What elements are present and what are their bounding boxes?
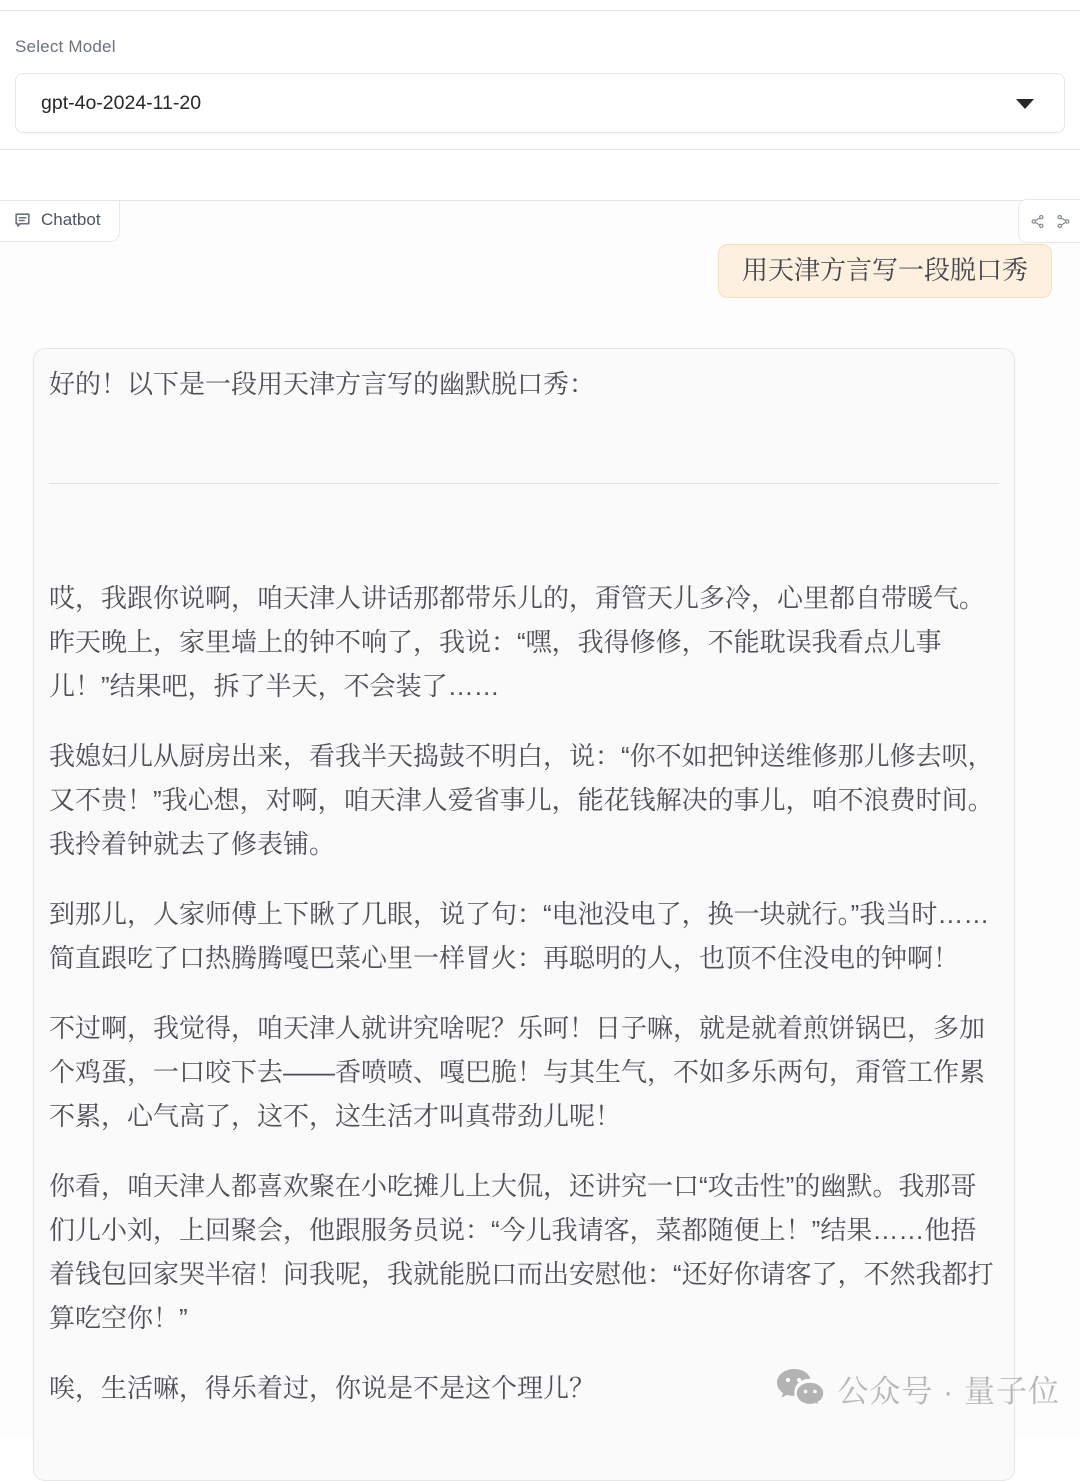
message-list [0,201,1080,1481]
model-dropdown-value: gpt-4o-2024-11-20 [41,91,202,114]
chatbot-panel-label [0,201,120,242]
model-selector-section [0,11,1080,133]
model-dropdown[interactable] [15,73,1065,133]
chat-toolbar [1018,199,1080,243]
share-nodes-icon [1056,217,1071,232]
chevron-down-icon [1016,99,1034,109]
assistant-intro: 好的！以下是一段用天津方言写的幽默脱口秀： [49,369,596,399]
share-nodes-icon [1030,217,1045,232]
user-message-text: 用天津方言写一段脱口秀 [741,255,1028,285]
assistant-paragraph: 到那儿，人家师傅上下瞅了几眼，说了句：“电池没电了，换一块就行。”我当时……简直跟吃了口热腾腾嘎巴菜心里一样冒火：再聪明的人，也顶不住没电的钟啊！ [49,899,990,973]
assistant-paragraph: 不过啊，我觉得，咱天津人就讲究啥呢？乐呵！日子嘛，就是就着煎饼锅巴，多加个鸡蛋，一口咬下去——香喷喷、嘎巴脆！与其生气，不如多乐两句，甭管工作累不累，心气高了，这不，这生活才叫真带劲儿呢！ [49,1013,986,1131]
assistant-paragraph: 唉，生活嘛，得乐着过，你说是不是这个理儿？ [49,1373,596,1403]
chatbot-panel-label-text: Chatbot [41,210,101,229]
assistant-paragraph: 我媳妇儿从厨房出来，看我半天捣鼓不明白，说：“你不如把钟送维修那儿修去呗，又不贵！”我心想，对啊，咱天津人爱省事儿，能花钱解决的事儿，咱不浪费时间。我拎着钟就去了修表铺。 [49,741,994,859]
user-message-row [28,201,1052,298]
section-divider [0,149,1080,150]
markdown-divider [49,483,999,484]
assistant-message-row [28,298,1052,1481]
chat-bubble-icon [13,211,32,230]
assistant-paragraph: 哎，我跟你说啊，咱天津人讲话那都带乐儿的，甭管天儿多冷，心里都自带暖气。昨天晚上，家里墙上的钟不响了，我说：“嘿，我得修修，不能耽误我看点儿事儿！”结果吧，拆了半天，不会装了…… [49,583,986,701]
user-message [718,244,1052,298]
assistant-message [33,348,1015,1481]
share-button[interactable] [1028,212,1047,231]
share-alt-button[interactable] [1054,212,1073,231]
assistant-paragraph: 你看，咱天津人都喜欢聚在小吃摊儿上大侃，还讲究一口“攻击性”的幽默。我那哥们儿小刘，上回聚会，他跟服务员说：“今儿我请客，菜都随便上！”结果……他捂着钱包回家哭半宿！问我呢，我就能脱口而出安慰他：“还好你请客了，不然我都打算吃空你！” [49,1171,994,1333]
watermark-text: 公众号 · 量子位 [837,1374,1060,1409]
model-selector-label: Select Model [15,37,116,56]
chat-panel [0,200,1080,1437]
